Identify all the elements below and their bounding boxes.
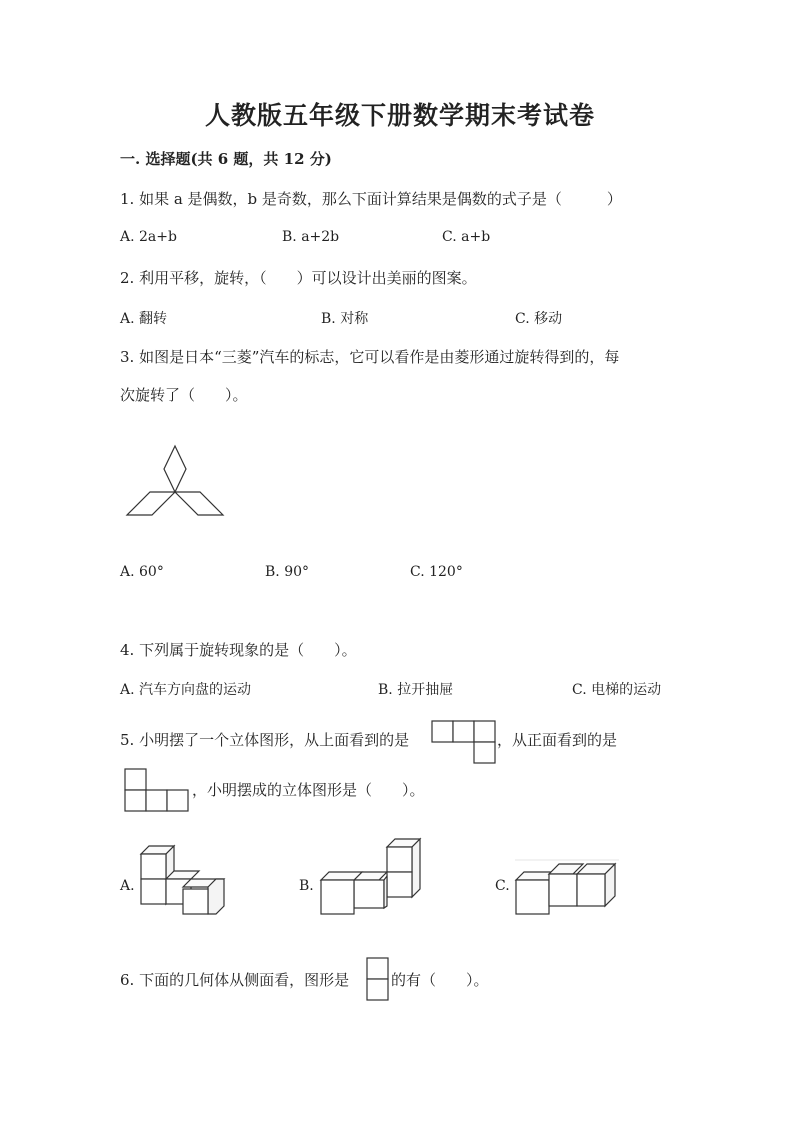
q3-option-a[interactable]: A. 60°: [120, 564, 164, 580]
front-view-figure: [124, 768, 190, 812]
q1-option-c[interactable]: C. a+b: [442, 229, 491, 245]
q5-option-b-figure[interactable]: [320, 838, 424, 916]
question-5-part-3: ，小明摆成的立体图形是（ ）。: [192, 781, 425, 799]
q3-option-b[interactable]: B. 90°: [265, 564, 310, 580]
question-3-line-2: 次旋转了（ ）。: [120, 386, 248, 404]
q1-option-b[interactable]: B. a+2b: [282, 229, 340, 245]
side-view-figure: [366, 957, 390, 1003]
q4-option-b[interactable]: B. 拉开抽屉: [378, 682, 454, 698]
q5-option-c-figure[interactable]: [515, 858, 619, 916]
question-6-part-1: 6. 下面的几何体从侧面看，图形是: [120, 971, 350, 989]
q5-option-a-figure[interactable]: [140, 845, 226, 915]
rhombus-top: [164, 446, 186, 492]
page-title: 人教版五年级下册数学期末考试卷: [204, 101, 595, 130]
q2-option-c[interactable]: C. 移动: [515, 311, 563, 327]
question-6-part-2: 的有（ ）。: [391, 971, 489, 989]
q3-option-c[interactable]: C. 120°: [410, 564, 463, 580]
rhombus-left: [127, 492, 175, 515]
question-2: 2. 利用平移，旋转，（ ）可以设计出美丽的图案。: [120, 269, 477, 287]
q2-option-a[interactable]: A. 翻转: [120, 311, 168, 327]
q5-option-a[interactable]: A.: [120, 878, 135, 894]
top-view-figure: [431, 720, 497, 764]
q4-option-a[interactable]: A. 汽车方向盘的运动: [120, 682, 252, 698]
mitsubishi-logo-figure: [125, 445, 225, 517]
q4-option-c[interactable]: C. 电梯的运动: [572, 682, 662, 698]
q2-option-b[interactable]: B. 对称: [321, 311, 369, 327]
question-5-part-1: 5. 小明摆了一个立体图形，从上面看到的是: [120, 731, 410, 749]
q5-option-c[interactable]: C.: [495, 878, 510, 894]
q5-option-b[interactable]: B.: [299, 878, 314, 894]
question-3-line-1: 3. 如图是日本“三菱”汽车的标志，它可以看作是由菱形通过旋转得到的，每: [120, 348, 620, 366]
question-5-part-2: ，从正面看到的是: [497, 731, 618, 749]
rhombus-right: [175, 492, 223, 515]
question-1: 1. 如果 a 是偶数，b 是奇数，那么下面计算结果是偶数的式子是（ ）: [120, 190, 622, 208]
question-4: 4. 下列属于旋转现象的是（ ）。: [120, 641, 357, 659]
q1-option-a[interactable]: A. 2a+b: [120, 229, 177, 245]
section-heading: 一. 选择题(共 6 题，共 12 分): [120, 150, 332, 168]
